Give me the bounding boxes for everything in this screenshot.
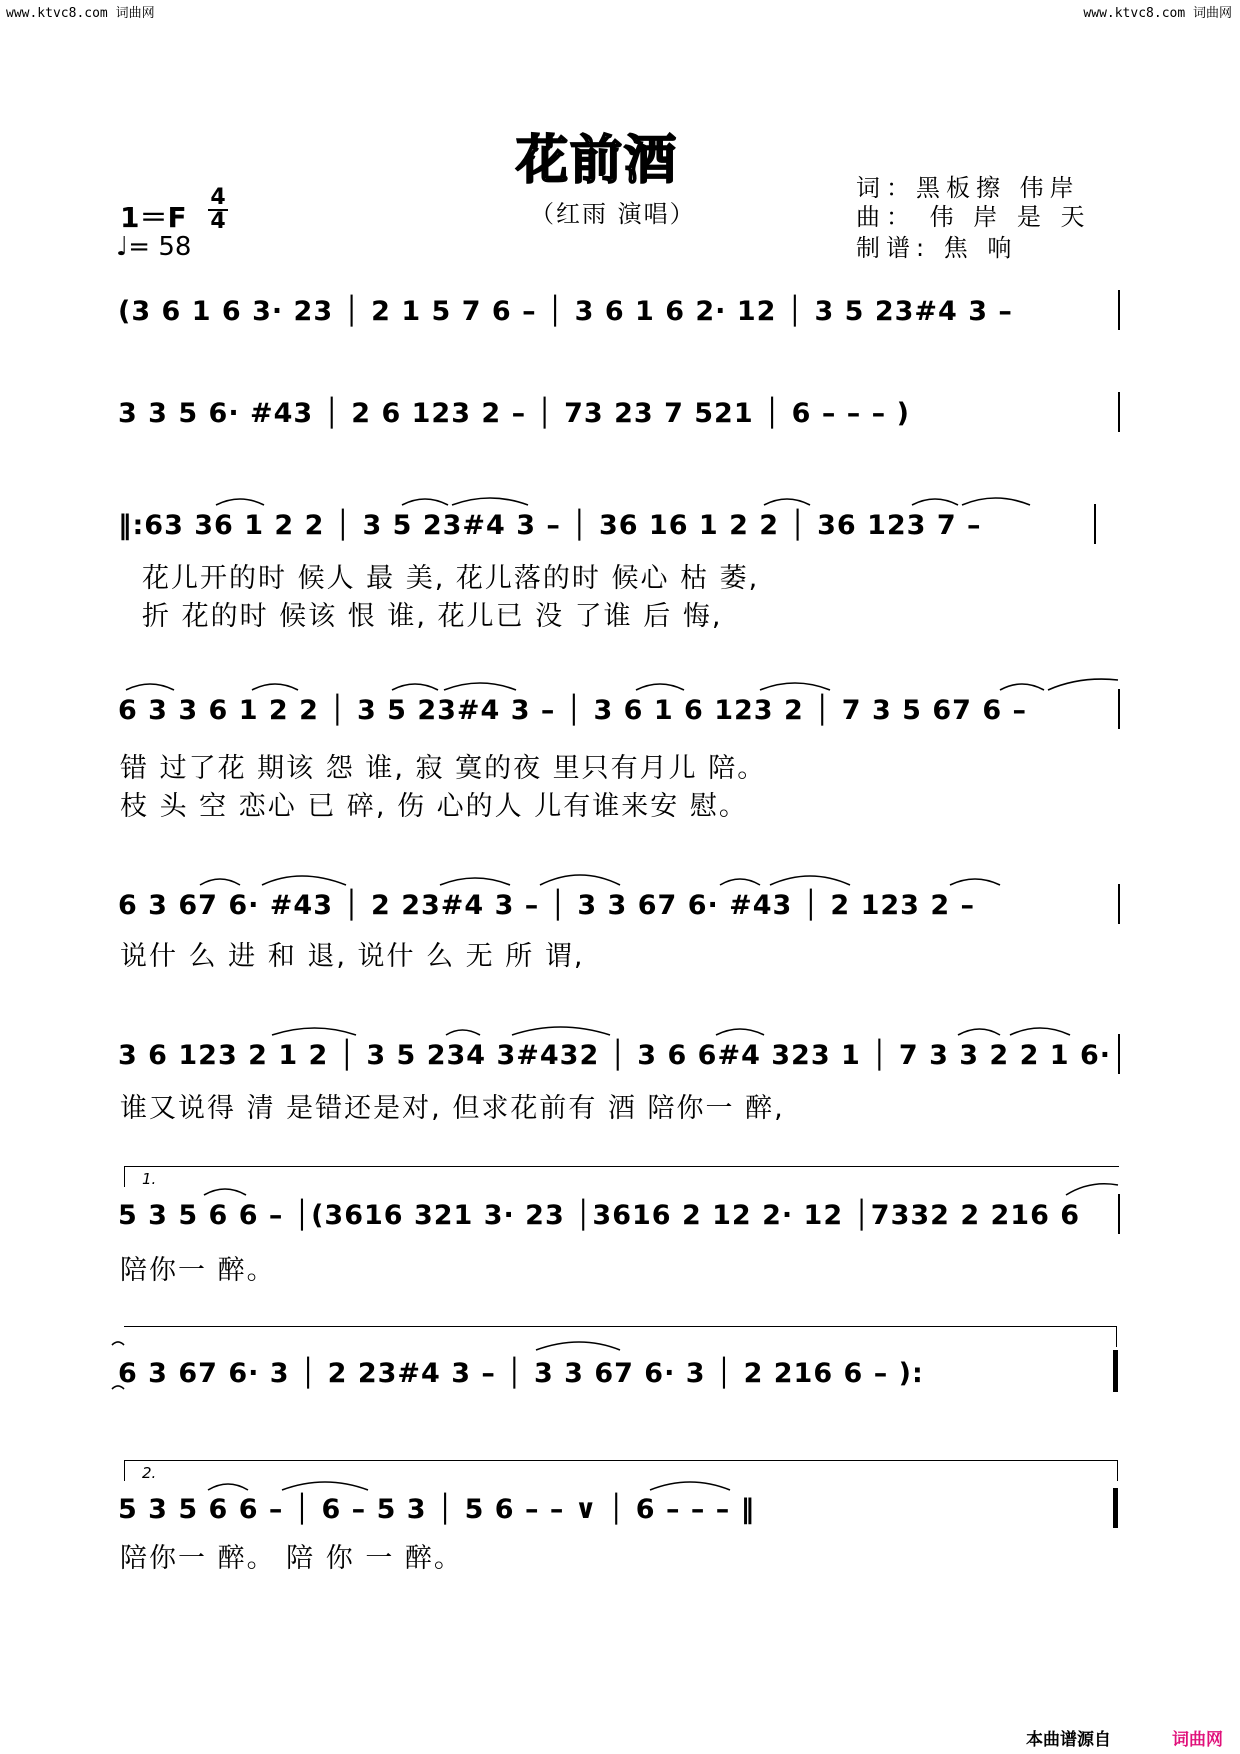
slur [770,876,850,885]
site-watermark-left: www.ktvc8.com 词曲网 [6,6,155,21]
notation-line-8: 6 3 67 6· 3 │ 2 23#4 3 – │ 3 3 67 6· 3 │ 2 216 6 – ): [118,1358,924,1389]
lyric-line-4-verse-1: 错 过了花 期该 怨 谁, 寂 寞的夜 里只有月儿 陪。 [120,753,767,784]
lyric-line-3-verse-2: 折 花的时 候该 恨 谁, 花儿已 没 了谁 后 悔, [142,601,723,632]
second-ending-label: 2. [142,1464,157,1482]
slur [962,498,1030,505]
slur [272,1028,356,1035]
notation-line-2: 3 3 5 6· #43 │ 2 6 123 2 – │ 73 23 7 521 │ 6 – – – ) [118,398,910,429]
slur [1000,684,1044,690]
slur [204,1189,246,1195]
lyric-line-4-verse-2: 枝 头 空 恋心 已 碎, 伤 心的人 儿有谁来安 慰。 [120,791,748,822]
lyric-line-6: 谁又说得 清 是错还是对, 但求花前有 酒 陪你一 醉, [120,1093,785,1124]
lyric-line-9: 陪你一 醉。 陪 你 一 醉。 [120,1543,463,1574]
slur [392,684,438,690]
slur [262,876,346,885]
slur [112,1342,124,1345]
notation-line-4: 6 3 3 6 1 2 2 │ 3 5 23#4 3 – │ 3 6 1 6 123 2 │ 7 3 5 67 6 – [118,695,1028,726]
notation-line-3: ‖:63 36 1 2 2 │ 3 5 23#4 3 – │ 36 16 1 2 2 │ 36 123 7 – [118,510,982,541]
notation-line-7: 5 3 5 6 6 – │(3616 321 3· 23 │3616 2 12 2· 12 │7332 2 216 6 [118,1200,1081,1231]
key-signature: 1＝F [120,201,187,234]
arranger-credit: 制谱: 焦 响 [856,234,1018,262]
slur [764,499,810,505]
slur [512,1027,610,1035]
time-signature-bottom: 4 [210,209,226,234]
lyric-line-7: 陪你一 醉。 [120,1255,276,1286]
slur [650,1482,730,1490]
slur [1010,1028,1070,1035]
lyric-line-3-verse-1: 花儿开的时 候人 最 美, 花儿落的时 候心 枯 萎, [142,563,760,594]
time-signature-top: 4 [210,185,226,210]
footer-source: 本曲谱源自 [1026,1730,1111,1750]
slur [200,879,240,885]
slur [126,684,174,690]
slur [912,499,958,505]
song-title: 花前酒 [516,130,679,191]
tempo-marking: ♩= 58 [116,232,192,262]
slur [216,499,264,505]
slur [282,1482,368,1490]
first-ending-label: 1. [142,1170,157,1188]
slur [452,498,528,505]
notation-line-9: 5 3 5 6 6 – │ 6 – 5 3 │ 5 6 – – ∨ │ 6 – – – ‖ [118,1494,756,1525]
slur [760,683,830,690]
slur [440,878,510,885]
slur [112,1386,124,1389]
slur [958,1029,1000,1035]
notation-line-5: 6 3 67 6· #43 │ 2 23#4 3 – │ 3 3 67 6· #43 │ 2 123 2 – [118,890,976,921]
song-subtitle: （红雨 演唱） [530,200,696,228]
slur [1048,679,1118,690]
slur [540,875,620,885]
slur [636,684,684,690]
lyricist-credit: 词：黑板擦 伟岸 [856,174,1080,202]
slur [536,1342,620,1350]
notation-line-1: (3 6 1 6 3· 23 │ 2 1 5 7 6 – │ 3 6 1 6 2· 12 │ 3 5 23#4 3 – [118,296,1013,327]
slur [208,1484,248,1490]
slur [950,879,1000,885]
slur [716,1029,764,1035]
slur [446,1030,480,1035]
slur [1066,1184,1118,1195]
composer-credit: 曲： 伟 岸 是 天 [856,203,1091,231]
notation-line-6: 3 6 123 2 1 2 │ 3 5 234 3#432 │ 3 6 6#4 323 1 │ 7 3 3 2 2 1 6· [118,1040,1112,1071]
slur [252,684,298,690]
slur [444,683,516,690]
footer-logo[interactable]: 词曲网 [1172,1730,1223,1750]
slur [720,879,760,885]
site-watermark-right: www.ktvc8.com 词曲网 [1083,6,1232,21]
slur [402,499,448,505]
lyric-line-5: 说什 么 进 和 退, 说什 么 无 所 谓, [120,941,585,972]
